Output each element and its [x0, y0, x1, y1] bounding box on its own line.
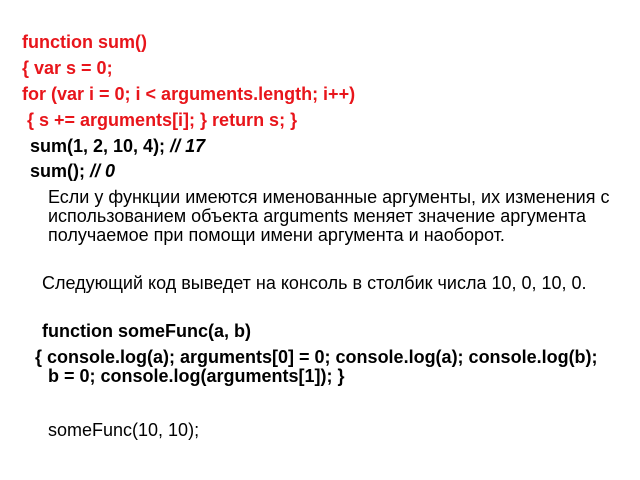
somefunc-body: { console.log(a); arguments[0] = 0; console.log(a); console.log(b); b = 0; console.log(arguments[1]); }: [35, 347, 598, 386]
example-call-1: [30, 136, 205, 156]
code-line-1: function sum(): [22, 32, 147, 52]
example-call-1-comment: // 17: [170, 136, 206, 156]
code-line-3: for (var i = 0; i < arguments.length; i++): [22, 84, 356, 104]
somefunc-header: function someFunc(a, b): [42, 321, 251, 341]
example-call-2: [30, 161, 115, 181]
example-call-2-comment: // 0: [90, 161, 116, 181]
paragraph-arguments-explanation: Если у функции имеются именованные аргументы, их изменения с использованием объекта arguments меняет значение аргумента получаемое при помощи имени аргумента и наоборот.: [48, 187, 610, 245]
code-line-2: { var s = 0;: [22, 58, 113, 78]
somefunc-call: someFunc(10, 10);: [48, 420, 200, 440]
code-line-4: { s += arguments[i]; } return s; }: [27, 110, 298, 130]
example-call-2-code: sum();: [30, 161, 85, 181]
paragraph-output-description: Следующий код выведет на консоль в столбик числа 10, 0, 10, 0.: [42, 273, 587, 293]
example-call-1-code: sum(1, 2, 10, 4);: [30, 136, 166, 156]
